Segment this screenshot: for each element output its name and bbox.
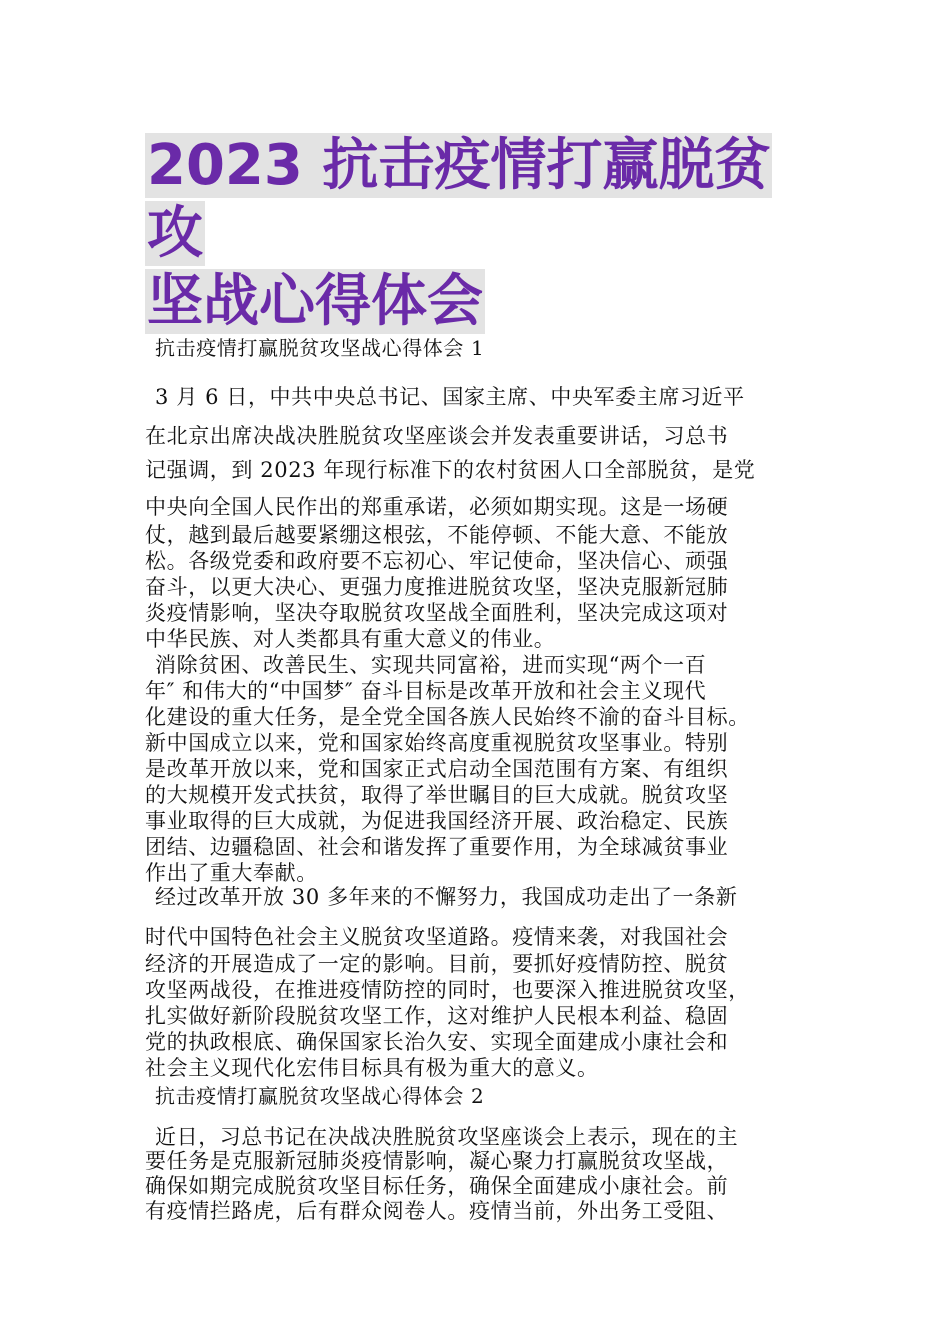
paragraph-line: 新中国成立以来，党和国家始终高度重视脱贫攻坚事业。特别 [145, 731, 729, 755]
paragraph-line: 经过改革开放 30 多年来的不懈努力，我国成功走出了一条新 [155, 885, 738, 909]
paragraph-line: 3 月 6 日，中共中央总书记、国家主席、中央军委主席习近平 [155, 385, 745, 409]
paragraph-line: 炎疫情影响，坚决夺取脱贫攻坚战全面胜利，坚决完成这项对 [145, 601, 729, 625]
paragraph-line: 松。各级党委和政府要不忘初心、牢记使命，坚决信心、顽强 [145, 549, 729, 573]
title-line-2: 坚战心得体会 [147, 269, 483, 334]
paragraph-line: 党的执政根底、确保国家长治久安、实现全面建成小康社会和 [145, 1030, 729, 1054]
paragraph-line: 奋斗，以更大决心、更强力度推进脱贫攻坚，坚决克服新冠肺 [145, 575, 729, 599]
paragraph-line: 化建设的重大任务，是全党全国各族人民始终不渝的奋斗目标。 [145, 705, 750, 729]
paragraph-line: 近日，习总书记在决战决胜脱贫攻坚座谈会上表示，现在的主 [155, 1125, 739, 1149]
paragraph-line: 团结、边疆稳固、社会和谐发挥了重要作用，为全球减贫事业 [145, 835, 729, 859]
paragraph-line: 事业取得的巨大成就，为促进我国经济开展、政治稳定、民族 [145, 809, 729, 833]
section-heading-1: 抗击疫情打赢脱贫攻坚战心得体会 1 [155, 336, 485, 360]
paragraph-line: 要任务是克服新冠肺炎疫情影响，凝心聚力打赢脱贫攻坚战， [145, 1149, 729, 1173]
document-title [145, 132, 825, 336]
paragraph-line: 年″ 和伟大的“中国梦″ 奋斗目标是改革开放和社会主义现代 [145, 679, 707, 703]
paragraph-line: 作出了重大奉献。 [145, 861, 318, 885]
paragraph-line: 攻坚两战役，在推进疫情防控的同时，也要深入推进脱贫攻坚， [145, 978, 750, 1002]
paragraph-line: 时代中国特色社会主义脱贫攻坚道路。疫情来袭，对我国社会 [145, 925, 729, 949]
title-line-1: 2023 抗击疫情打赢脱贫攻 [147, 133, 771, 266]
paragraph-line: 确保如期完成脱贫攻坚目标任务，确保全面建成小康社会。前 [145, 1174, 729, 1198]
paragraph-line: 的大规模开发式扶贫，取得了举世瞩目的巨大成就。脱贫攻坚 [145, 783, 729, 807]
section-heading-2: 抗击疫情打赢脱贫攻坚战心得体会 2 [155, 1084, 485, 1108]
paragraph-line: 是改革开放以来，党和国家正式启动全国范围有方案、有组织 [145, 757, 729, 781]
paragraph-line: 中华民族、对人类都具有重大意义的伟业。 [145, 627, 556, 651]
paragraph-line: 在北京出席决战决胜脱贫攻坚座谈会并发表重要讲话，习总书 [145, 424, 729, 448]
paragraph-line: 仗，越到最后越要紧绷这根弦，不能停顿、不能大意、不能放 [145, 523, 729, 547]
paragraph-line: 消除贫困、改善民生、实现共同富裕，进而实现“两个一百 [155, 653, 707, 677]
paragraph-line: 中央向全国人民作出的郑重承诺，必须如期实现。这是一场硬 [145, 495, 729, 519]
paragraph-line: 经济的开展造成了一定的影响。目前，要抓好疫情防控、脱贫 [145, 952, 729, 976]
paragraph-line: 社会主义现代化宏伟目标具有极为重大的意义。 [145, 1056, 599, 1080]
paragraph-line: 扎实做好新阶段脱贫攻坚工作，这对维护人民根本利益、稳固 [145, 1004, 729, 1028]
paragraph-line: 记强调，到 2023 年现行标准下的农村贫困人口全部脱贫，是党 [145, 458, 756, 482]
paragraph-line: 有疫情拦路虎，后有群众阅卷人。疫情当前，外出务工受阻、 [145, 1199, 729, 1223]
